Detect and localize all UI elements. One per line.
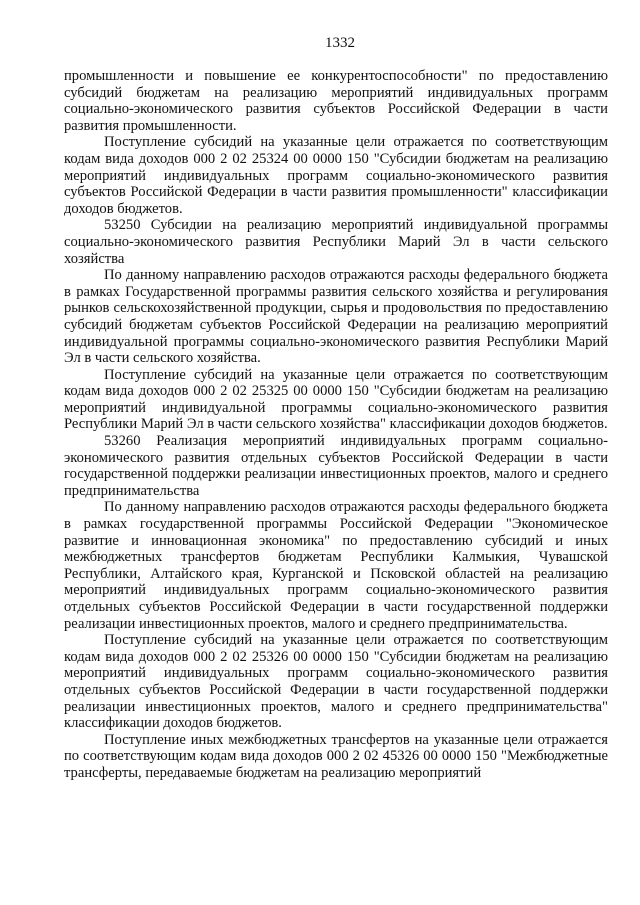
section-heading-53260: 53260 Реализация мероприятий индивидуальных программ социально-экономического развития отдельных субъектов Российской Федерации в части государственной поддержки реализации инвестиционных проектов, малого и среднего предпринимательства — [64, 433, 608, 499]
paragraph-2: Поступление субсидий на указанные цели отражается по соответствующим кодам вида доходов 000 2 02 25324 00 0000 150 "Субсидии бюджетам на реализацию мероприятий индивидуальных программ социально-экономического развития субъектов Российской Федерации в части развития промышленности" классификации доходов бюджетов. — [64, 134, 608, 217]
paragraph-3: По данному направлению расходов отражаются расходы федерального бюджета в рамках Государственной программы развития сельского хозяйства и регулирования рынков сельскохозяйственной продукции, сырья и продовольствия по предоставлению субсидий бюджетам субъектов Российской Федерации на реализацию мероприятий индивидуальной программы социально-экономического развития Республики Марий Эл в части сельского хозяйства. — [64, 267, 608, 367]
paragraph-7: Поступление иных межбюджетных трансфертов на указанные цели отражается по соответствующим кодам вида доходов 000 2 02 45326 00 0000 150 "Межбюджетные трансферты, передаваемые бюджетам на реализацию мероприятий — [64, 731, 608, 781]
paragraph-5: По данному направлению расходов отражаются расходы федерального бюджета в рамках государственной программы Российской Федерации "Экономическое развитие и инновационная экономика" по предоставлению субсидий и иных межбюджетных трансфертов бюджетам Республики Калмыкия, Чувашской Республики, Алтайского края, Курганской и Псковской областей на реализацию мероприятий индивидуальных программ социально-экономического развития отдельных субъектов Российской Федерации в части государственной поддержки реализации инвестиционных проектов, малого и среднего предпринимательства. — [64, 499, 608, 632]
page-number: 1332 — [325, 35, 355, 51]
paragraph-6: Поступление субсидий на указанные цели отражается по соответствующим кодам вида доходов 000 2 02 25326 00 0000 150 "Субсидии бюджетам на реализацию мероприятий индивидуальных программ социально-экономического развития отдельных субъектов Российской Федерации в части государственной поддержки реализации инвестиционных проектов, малого и среднего предпринимательства" классификации доходов бюджетов. — [64, 632, 608, 732]
paragraph-4: Поступление субсидий на указанные цели отражается по соответствующим кодам вида доходов 000 2 02 25325 00 0000 150 "Субсидии бюджетам на реализацию мероприятий индивидуальной программы социально-экономического развития Республики Марий Эл в части сельского хозяйства" классификации доходов бюджетов. — [64, 366, 608, 433]
paragraph-1: промышленности и повышение ее конкурентоспособности" по предоставлению субсидий бюджетам на реализацию мероприятий индивидуальных программ социально-экономического развития субъектов Российской Федерации в части развития промышленности. — [64, 68, 608, 134]
section-heading-53250: 53250 Субсидии на реализацию мероприятий индивидуальной программы социально-экономического развития Республики Марий Эл в части сельского хозяйства — [64, 217, 608, 267]
